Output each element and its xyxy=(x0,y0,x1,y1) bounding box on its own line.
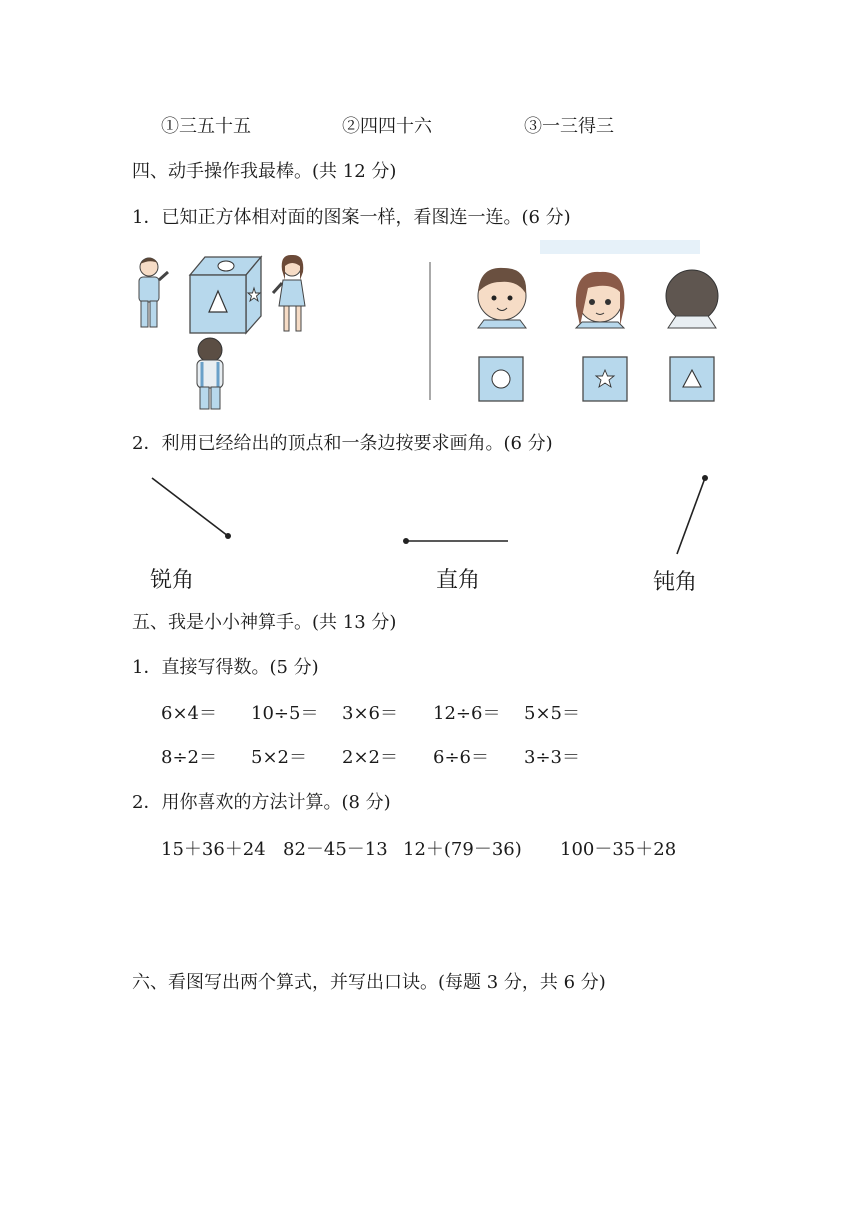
acute-angle-label: 锐角 xyxy=(150,568,195,593)
choice-3: ③一三得三 xyxy=(524,116,614,137)
calc-expression: 100－35＋28 xyxy=(560,839,677,860)
vertical-divider xyxy=(428,262,432,402)
boy-icon xyxy=(139,258,168,327)
triangle-face-card xyxy=(670,357,714,401)
calc-expression: 82－45－13 xyxy=(283,839,388,860)
oral-calc-item: 10÷5＝ xyxy=(251,703,319,724)
faces-illustration xyxy=(470,240,730,410)
section-6-title: 六、看图写出两个算式，并写出口诀。(每题 3 分，共 6 分) xyxy=(132,972,606,993)
choice-2: ②四四十六 xyxy=(342,116,432,137)
section-4-title: 四、动手操作我最棒。(共 12 分) xyxy=(132,161,397,182)
girl-icon xyxy=(273,255,305,331)
oral-calc-item: 3÷3＝ xyxy=(524,747,580,768)
cube-icon xyxy=(190,257,261,333)
oral-calc-item: 6×4＝ xyxy=(161,703,217,724)
circle-face-card xyxy=(479,357,523,401)
oral-calc-item: 3×6＝ xyxy=(342,703,398,724)
section-4-q1: 1．已知正方体相对面的图案一样，看图连一连。(6 分) xyxy=(132,207,571,228)
star-face-card xyxy=(583,357,627,401)
boy-back-icon xyxy=(197,338,223,409)
section-5-title: 五、我是小小神算手。(共 13 分) xyxy=(132,612,397,633)
calc-expression: 12＋(79－36) xyxy=(403,839,522,860)
oral-calc-item: 2×2＝ xyxy=(342,747,398,768)
choice-1: ①三五十五 xyxy=(161,116,251,137)
section-4-q2: 2．利用已经给出的顶点和一条边按要求画角。(6 分) xyxy=(132,433,553,454)
oral-calc-item: 5×2＝ xyxy=(251,747,307,768)
cube-illustration xyxy=(130,250,420,415)
oral-calc-item: 8÷2＝ xyxy=(161,747,217,768)
boy-head-icon xyxy=(478,268,526,328)
oral-calc-item: 12÷6＝ xyxy=(433,703,501,724)
obtuse-angle-label: 钝角 xyxy=(653,570,698,595)
calc-expression: 15＋36＋24 xyxy=(161,839,266,860)
right-angle-label: 直角 xyxy=(436,568,481,593)
oral-calc-item: 6÷6＝ xyxy=(433,747,489,768)
section-5-q1: 1．直接写得数。(5 分) xyxy=(132,657,319,678)
boy-back-head-icon xyxy=(666,270,718,328)
section-5-q2: 2．用你喜欢的方法计算。(8 分) xyxy=(132,792,391,813)
oral-calc-item: 5×5＝ xyxy=(524,703,580,724)
angle-rays xyxy=(145,470,720,560)
girl-head-icon xyxy=(576,272,625,328)
